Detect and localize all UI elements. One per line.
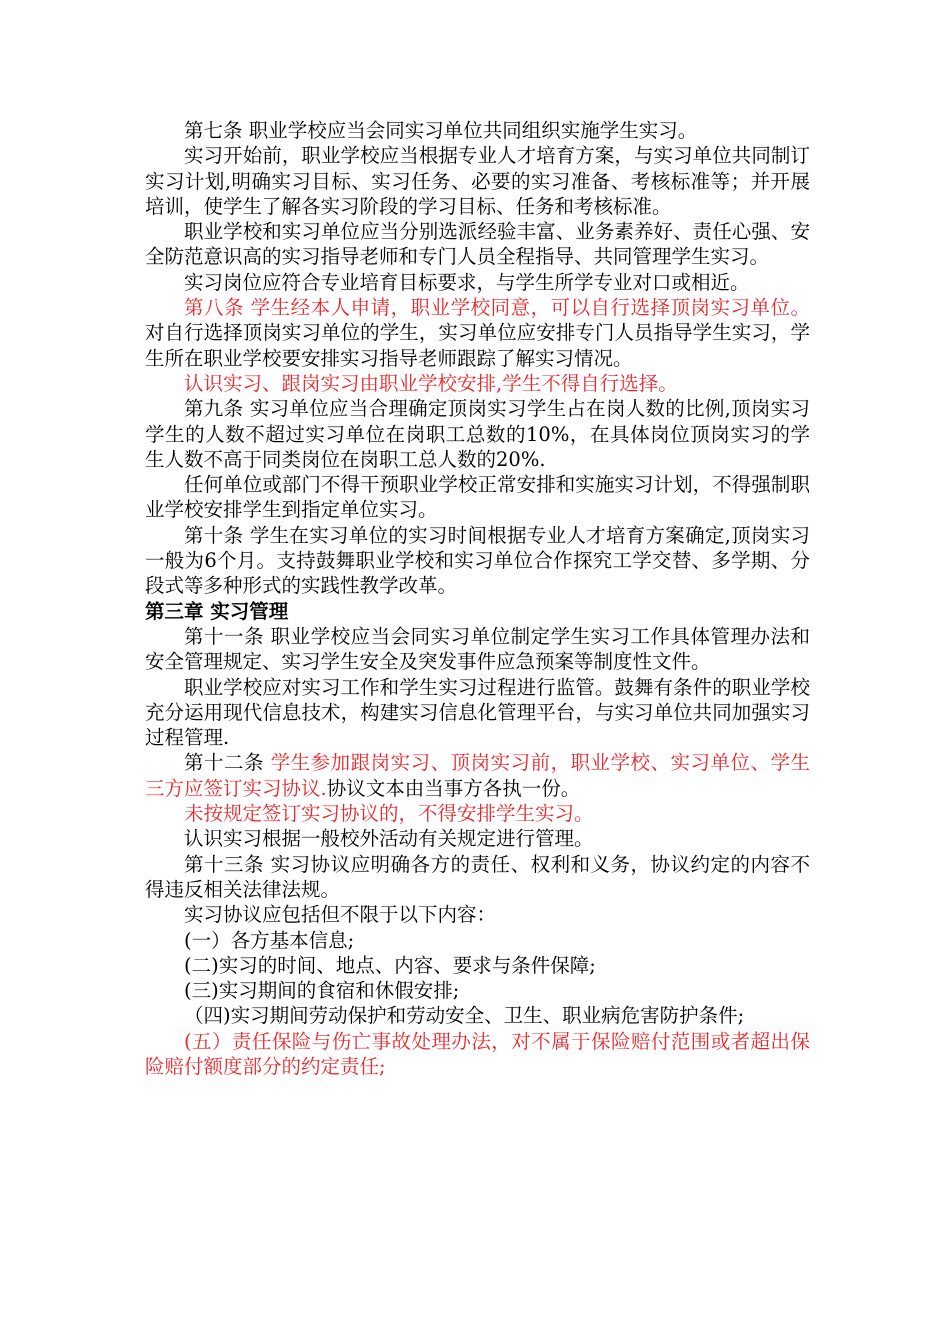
article-8-note-highlight: 认识实习、跟岗实习由职业学校安排,学生不得自行选择。 (184, 371, 678, 395)
list-item-3: (三)实习期间的食宿和休假安排; (184, 979, 460, 1003)
article-11-paragraph: 第十一条 职业学校应当会同实习单位制定学生实习工作具体管理办法和安全管理规定、实习学生安全及突发事件应急预案等制度性文件。 (145, 624, 810, 674)
list-item-1: (一）各方基本信息; (184, 928, 355, 952)
article-8-highlight: 第八条 学生经本人申请，职业学校同意，可以自行选择顶岗实习单位。 (184, 296, 810, 320)
article-9-paragraph: 第九条 实习单位应当合理确定顶岗实习学生占在岗人数的比例,顶岗实习学生的人数不超过实习单位在岗职工总数的10%，在具体岗位顶岗实习的学生人数不高于同类岗位在岗职工总人数的20%. (145, 397, 810, 471)
article-12-cognition-paragraph: 认识实习根据一般校外活动有关规定进行管理。 (184, 827, 594, 851)
article-12-note-highlight: 未按规定签订实习协议的，不得安排学生实习。 (184, 802, 594, 826)
article-7-supervisors-paragraph: 职业学校和实习单位应当分别选派经验丰富、业务素养好、责任心强、安全防范意识高的实习指导老师和专门人员全程指导、共同管理学生实习。 (145, 220, 810, 269)
article-8-text: 对自行选择顶岗实习单位的学生，实习单位应安排专门人员指导学生实习，学生所在职业学校要安排实习指导老师跟踪了解实习情况。 (145, 321, 810, 370)
article-12-paragraph (145, 750, 810, 801)
article-12-label: 第十二条 (184, 751, 271, 775)
article-7-plan-paragraph: 实习开始前，职业学校应当根据专业人才培育方案，与实习单位共同制订实习计划,明确实习目标、实习任务、必要的实习准备、考核标准等；并开展培训，使学生了解各实习阶段的学习目标、任务和考核标准。 (145, 144, 810, 218)
article-7-paragraph: 第七条 职业学校应当会同实习单位共同组织实施学生实习。 (184, 119, 698, 142)
article-7-position-paragraph: 实习岗位应符合专业培育目标要求，与学生所学专业对口或相近。 (184, 270, 750, 294)
article-12-highlight: 学生参加跟岗实习、顶岗实习前，职业学校、实习单位、学生三方应签订实习协议. (145, 751, 810, 800)
article-9-interference-paragraph: 任何单位或部门不得干预职业学校正常安排和实施实习计划，不得强制职业学校安排学生到指定单位实习。 (145, 473, 810, 522)
list-item-5-highlight: (五）责任保险与伤亡事故处理办法，对不属于保险赔付范围或者超出保险赔付额度部分的约定责任; (145, 1029, 810, 1078)
article-13-contents-intro: 实习协议应包括但不限于以下内容： (184, 903, 497, 927)
article-11-supervision-paragraph: 职业学校应对实习工作和学生实习过程进行监管。鼓舞有条件的职业学校充分运用现代信息技术，构建实习信息化管理平台，与实习单位共同加强实习过程管理. (145, 675, 810, 750)
article-8-paragraph (145, 295, 810, 371)
document-body (145, 118, 810, 1079)
article-12-text: 协议文本由当事方各执一份。 (326, 776, 581, 800)
list-item-2: (二)实习的时间、地点、内容、要求与条件保障; (184, 953, 596, 977)
chapter-3-heading: 第三章 实习管理 (145, 599, 289, 623)
list-item-4: （四)实习期间劳动保护和劳动安全、卫生、职业病危害防护条件; (184, 1004, 745, 1028)
article-13-paragraph: 第十三条 实习协议应明确各方的责任、权利和义务，协议约定的内容不得违反相关法律法规。 (145, 852, 810, 901)
article-10-paragraph: 第十条 学生在实习单位的实习时间根据专业人才培育方案确定,顶岗实习一般为6个月。支持鼓舞职业学校和实习单位合作探究工学交替、多学期、分段式等多种形式的实践性教学改革。 (145, 523, 810, 598)
